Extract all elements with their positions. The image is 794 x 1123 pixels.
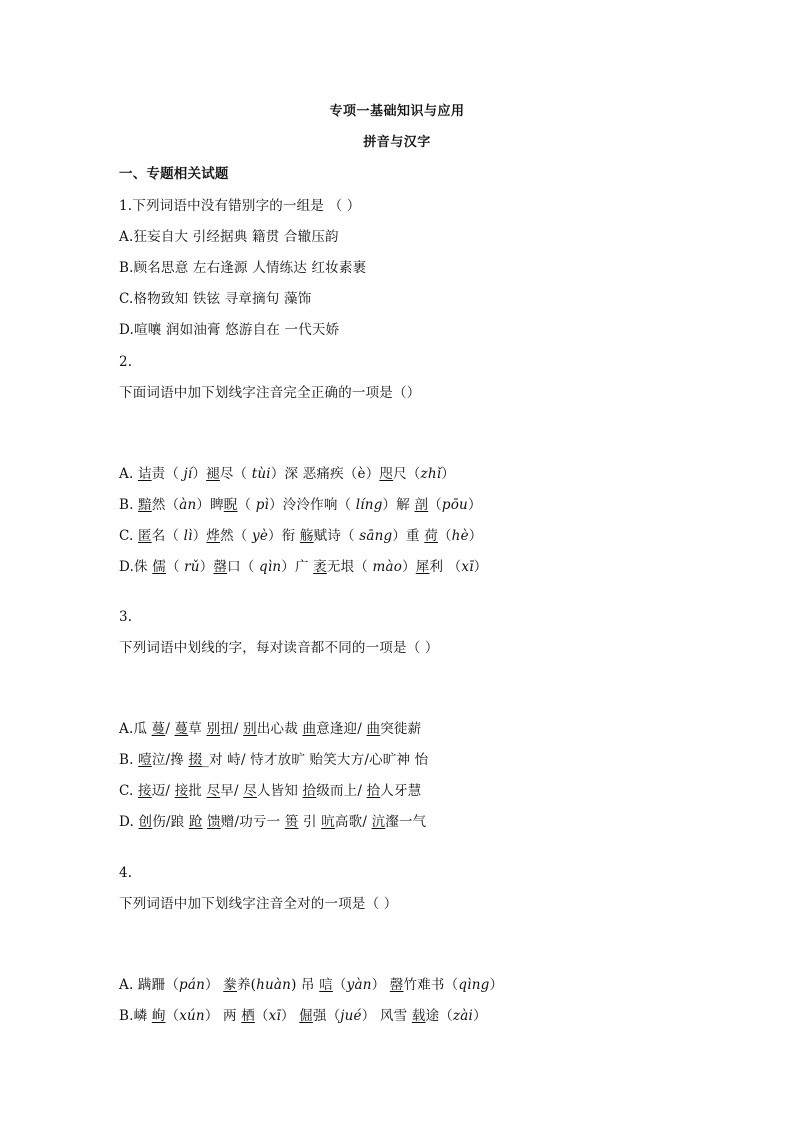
- question-1-option-b: B.顾名思意 左右逢源 人情练达 红妆素裹: [119, 260, 367, 276]
- question-1-option-c: C.格物致知 铁铉 寻章摘句 藻饰: [119, 291, 312, 307]
- question-4-option-a: A. 蹒跚（pán） 豢养(huàn) 吊 唁（yàn） 罄竹难书（qìng）: [119, 977, 504, 993]
- question-2-option-a: A. 诘责（ jí）褪尽（ tùi）深 恶痛疾（è）咫尺（zhǐ）: [119, 466, 455, 482]
- question-4-number: 4.: [119, 865, 133, 881]
- document-subtitle: 拼音与汉字: [363, 135, 431, 150]
- question-3-number: 3.: [119, 609, 133, 625]
- question-4-option-b: B.嶙 峋（xún） 两 栖（xī） 倔强（jué） 风雪 载途（zài）: [119, 1008, 487, 1024]
- section-heading: 一、专题相关试题: [119, 166, 229, 182]
- question-2-option-b: B. 黯然（àn）睥睨（ pì）泠泠作响（ líng）解 剖（pōu）: [119, 497, 482, 513]
- question-2-number: 2.: [119, 354, 133, 370]
- question-3-option-a: A.瓜 蔓/ 蔓草 别扭/ 别出心裁 曲意逢迎/ 曲突徙薪: [119, 721, 422, 737]
- question-2-stem: 下面词语中加下划线字注音完全正确的一项是（）: [119, 385, 421, 401]
- question-1-option-d: D.喧嚷 润如油膏 悠游自在 一代天娇: [119, 322, 340, 338]
- question-2-option-d: D.侏 儒（ rǔ）罄口（ qìn）广 袤无垠（ mào）犀利 （xī）: [119, 559, 488, 575]
- question-2-option-c: C. 匿名（ lì）烨然（ yè）衔 觞赋诗（ sāng）重 荷（hè）: [119, 528, 483, 544]
- document-title: 专项一基础知识与应用: [329, 104, 465, 119]
- question-3-option-d: D. 创伤/踉 跄 馈赠/功亏一 篑 引 吭高歌/ 沆瀣一气: [119, 814, 427, 830]
- question-3-option-c: C. 接迈/ 接批 尽早/ 尽人皆知 拾级而上/ 拾人牙慧: [119, 783, 422, 799]
- question-3-option-b: B. 噎泣/搀 掇_对 峙/ 恃才放旷 贻笑大方/心旷神 怡: [119, 752, 429, 768]
- question-4-stem: 下列词语中加下划线字注音全对的一项是（ ）: [119, 896, 398, 912]
- question-1-stem: 1.下列词语中没有错别字的一组是 （ ）: [119, 198, 361, 214]
- question-3-stem: 下列词语中划线的字，每对读音都不同的一项是（ ）: [119, 640, 439, 656]
- question-1-option-a: A.狂妄自大 引经据典 籍贯 合辙压韵: [119, 229, 339, 245]
